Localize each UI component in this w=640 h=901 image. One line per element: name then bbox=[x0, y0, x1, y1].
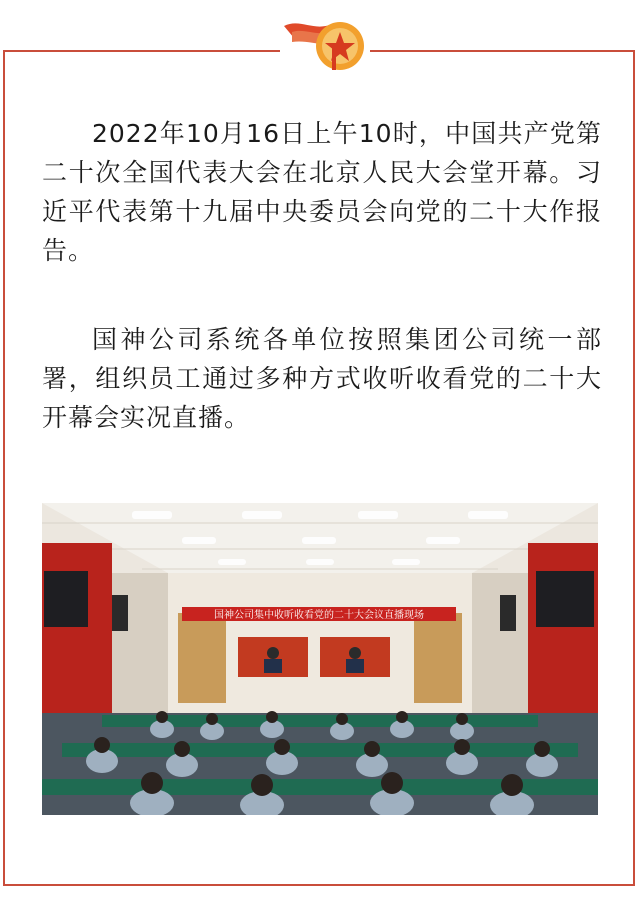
meeting-photo bbox=[42, 503, 598, 815]
red-flag-star-emblem-icon bbox=[280, 14, 370, 76]
meeting-banner-text: 国神公司集中收听收看党的二十大会议直播现场 bbox=[214, 610, 424, 621]
article-paragraph-2: 国神公司系统各单位按照集团公司统一部署，组织员工通过多种方式收听收看党的二十大开幕会实况直播。 bbox=[42, 325, 602, 432]
article-paragraph-1: 2022年10月16日上午10时，中国共产党第二十次全国代表大会在北京人民大会堂开幕。习近平代表第十九届中央委员会向党的二十大作报告。 bbox=[42, 119, 602, 265]
